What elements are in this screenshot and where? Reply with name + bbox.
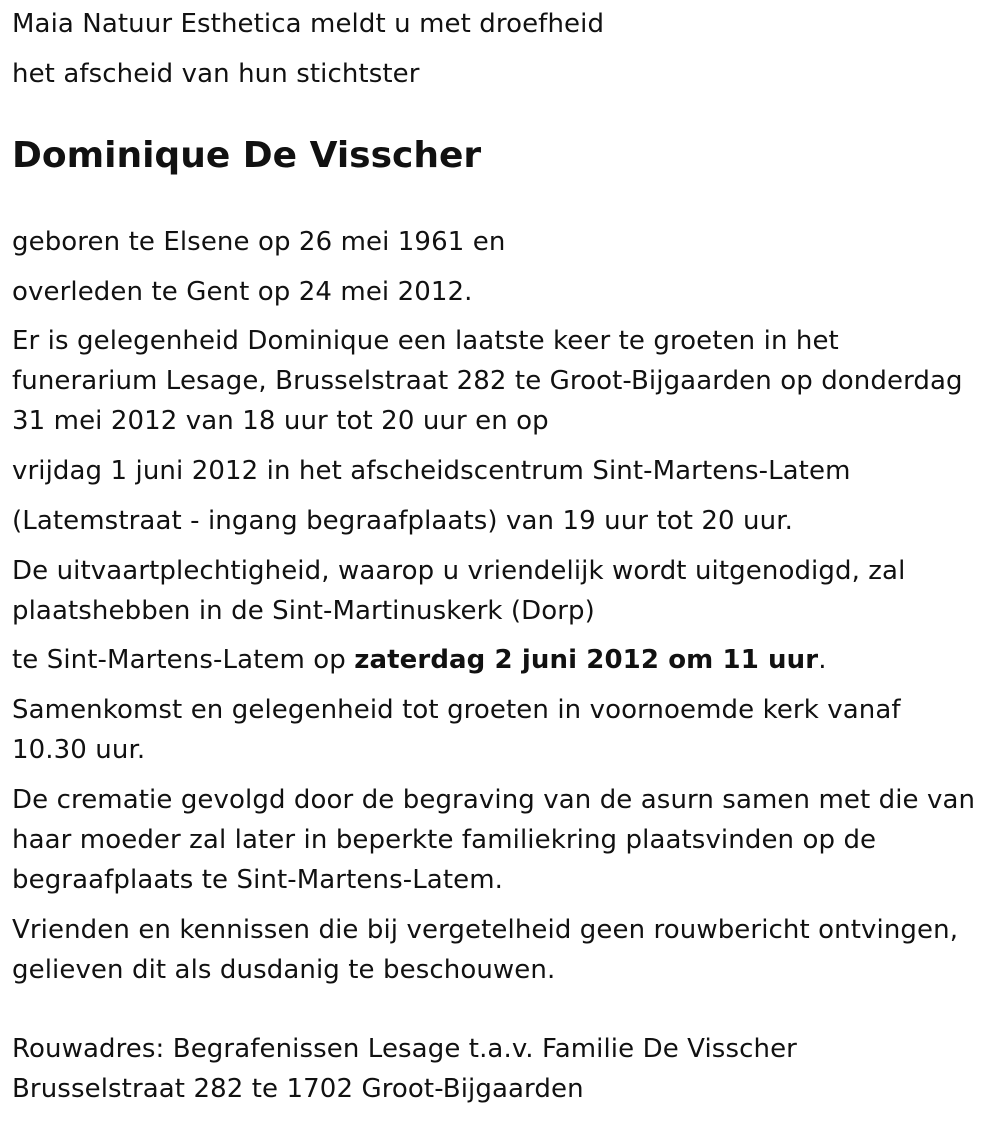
friends-line-2: gelieven dit als dusdanig te beschouwen. xyxy=(12,955,556,985)
cremation-line-3: begraafplaats te Sint-Martens-Latem. xyxy=(12,865,503,895)
visitation-line-3: 31 mei 2012 van 18 uur tot 20 uur en op xyxy=(12,406,549,436)
visitation2-line-2: (Latemstraat - ingang begraafplaats) van 19 uur tot 20 uur. xyxy=(12,506,793,536)
mourning-address xyxy=(12,1029,797,1109)
friends-line-1: Vrienden en kennissen die bij vergetelheid geen rouwbericht ontvingen, xyxy=(12,915,959,945)
friends-paragraph xyxy=(12,910,958,990)
ceremony-line-1: De uitvaartplechtigheid, waarop u vriendelijk wordt uitgenodigd, zal xyxy=(12,556,906,586)
birth-line: geboren te Elsene op 26 mei 1961 en xyxy=(12,227,506,257)
visitation-line-1: Er is gelegenheid Dominique een laatste keer te groeten in het xyxy=(12,326,839,356)
death-line: overleden te Gent op 24 mei 2012. xyxy=(12,277,473,307)
visitation-line-2: funerarium Lesage, Brusselstraat 282 te Groot-Bijgaarden op donderdag xyxy=(12,366,963,396)
cremation-line-1: De crematie gevolgd door de begraving van de asurn samen met die van xyxy=(12,785,976,815)
ceremony-line-2: plaatshebben in de Sint-Martinuskerk (Dorp) xyxy=(12,596,595,626)
gathering-line-2: 10.30 uur. xyxy=(12,735,146,765)
ceremony-date: zaterdag 2 juni 2012 om 11 uur xyxy=(354,645,819,675)
ceremony-line-3 xyxy=(12,640,827,680)
ceremony-line-3-suffix: . xyxy=(818,645,827,675)
intro-line-2: het afscheid van hun stichtster xyxy=(12,59,420,89)
ceremony-line-3-prefix: te Sint-Martens-Latem op xyxy=(12,645,355,675)
cremation-paragraph xyxy=(12,780,975,900)
visitation2-line-1: vrijdag 1 juni 2012 in het afscheidscentrum Sint-Martens-Latem xyxy=(12,456,851,486)
address-line-2: Brusselstraat 282 te 1702 Groot-Bijgaarden xyxy=(12,1074,584,1104)
intro-line-1: Maia Natuur Esthetica meldt u met droefheid xyxy=(12,9,605,39)
address-line-1: Rouwadres: Begrafenissen Lesage t.a.v. Familie De Visscher xyxy=(12,1034,797,1064)
gathering-line-1: Samenkomst en gelegenheid tot groeten in voornoemde kerk vanaf xyxy=(12,695,901,725)
ceremony-paragraph xyxy=(12,551,905,631)
deceased-name: Dominique De Visscher xyxy=(12,135,482,176)
visitation-paragraph xyxy=(12,321,963,441)
gathering-paragraph xyxy=(12,690,901,770)
cremation-line-2: haar moeder zal later in beperkte familiekring plaatsvinden op de xyxy=(12,825,877,855)
